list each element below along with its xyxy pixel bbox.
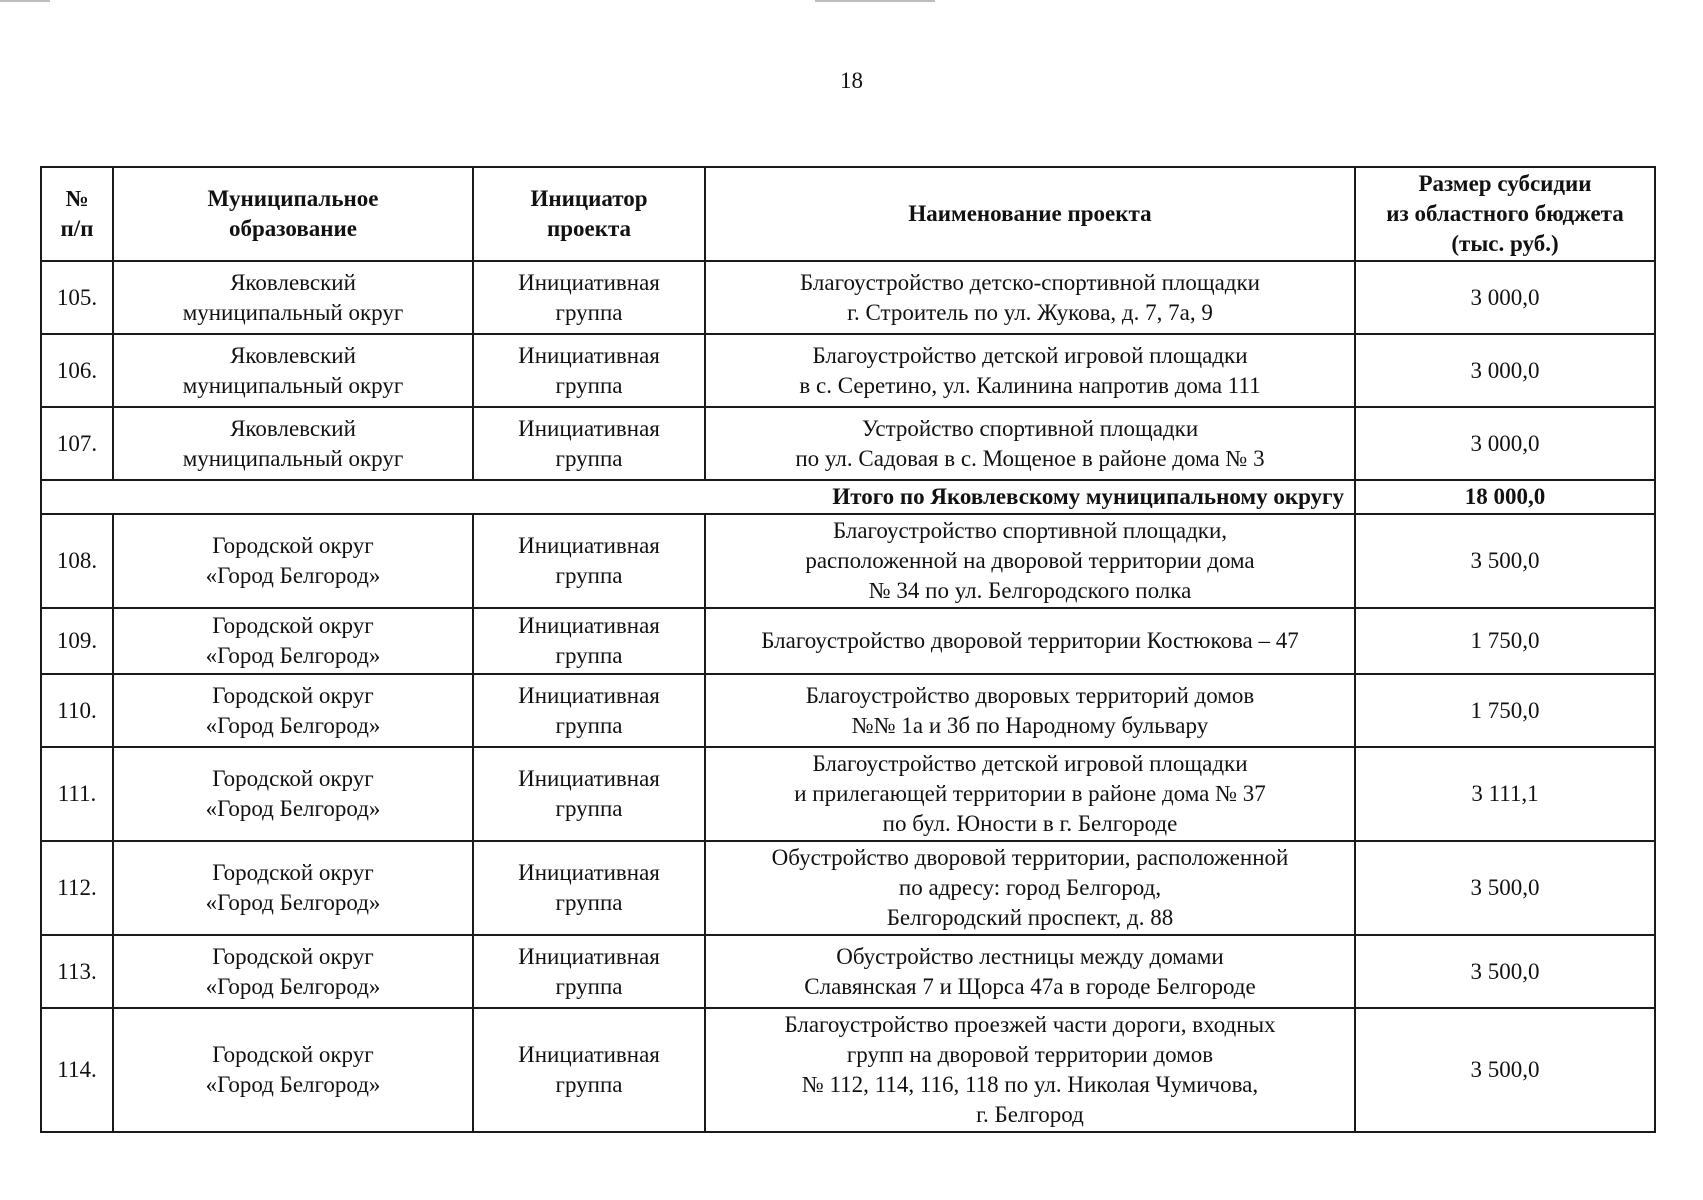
row-subsidy: 3 000,0 bbox=[1355, 334, 1655, 407]
table-row bbox=[41, 608, 1655, 674]
row-initiator: Инициативная группа bbox=[473, 407, 705, 480]
table-row bbox=[41, 514, 1655, 608]
row-initiator: Инициативная группа bbox=[473, 608, 705, 674]
row-number: 110. bbox=[41, 674, 113, 747]
row-initiator: Инициативная группа bbox=[473, 334, 705, 407]
table-header-row bbox=[41, 167, 1655, 261]
row-subsidy: 3 500,0 bbox=[1355, 935, 1655, 1008]
header-initiator: Инициатор проекта bbox=[473, 167, 705, 261]
scan-edge-line-center bbox=[815, 0, 935, 2]
row-project: Благоустройство дворовых территорий домов №№ 1а и 3б по Народному бульвару bbox=[705, 674, 1355, 747]
row-number: 111. bbox=[41, 747, 113, 841]
row-project: Благоустройство спортивной площадки, расположенной на дворовой территории дома № 34 по ул. Белгородского полка bbox=[705, 514, 1355, 608]
row-initiator: Инициативная группа bbox=[473, 674, 705, 747]
row-number: 108. bbox=[41, 514, 113, 608]
subsidy-table bbox=[40, 166, 1656, 1133]
row-initiator: Инициативная группа bbox=[473, 935, 705, 1008]
total-row bbox=[41, 480, 1655, 514]
row-number: 112. bbox=[41, 841, 113, 935]
row-number: 105. bbox=[41, 261, 113, 334]
row-subsidy: 1 750,0 bbox=[1355, 608, 1655, 674]
row-number: 106. bbox=[41, 334, 113, 407]
row-municipality: Яковлевский муниципальный округ bbox=[113, 407, 473, 480]
row-subsidy: 3 500,0 bbox=[1355, 514, 1655, 608]
header-number: № п/п bbox=[41, 167, 113, 261]
total-value: 18 000,0 bbox=[1355, 480, 1655, 514]
row-municipality: Яковлевский муниципальный округ bbox=[113, 334, 473, 407]
header-municipality: Муниципальное образование bbox=[113, 167, 473, 261]
row-project: Благоустройство проезжей части дороги, входных групп на дворовой территории домов № 112, 114, 116, 118 по ул. Николая Чумичова, г. Белгород bbox=[705, 1008, 1355, 1132]
row-project: Обустройство лестницы между домами Славянская 7 и Щорса 47а в городе Белгороде bbox=[705, 935, 1355, 1008]
table-row bbox=[41, 674, 1655, 747]
header-project-name: Наименование проекта bbox=[705, 167, 1355, 261]
row-number: 107. bbox=[41, 407, 113, 480]
row-initiator: Инициативная группа bbox=[473, 261, 705, 334]
row-project: Устройство спортивной площадки по ул. Садовая в с. Мощеное в районе дома № 3 bbox=[705, 407, 1355, 480]
table-row bbox=[41, 841, 1655, 935]
row-initiator: Инициативная группа bbox=[473, 747, 705, 841]
table-row bbox=[41, 1008, 1655, 1132]
row-number: 114. bbox=[41, 1008, 113, 1132]
row-project: Благоустройство детской игровой площадки и прилегающей территории в районе дома № 37 по бул. Юности в г. Белгороде bbox=[705, 747, 1355, 841]
row-number: 109. bbox=[41, 608, 113, 674]
row-subsidy: 3 500,0 bbox=[1355, 1008, 1655, 1132]
row-project: Благоустройство дворовой территории Костюкова – 47 bbox=[705, 608, 1355, 674]
table-row bbox=[41, 747, 1655, 841]
row-project: Обустройство дворовой территории, расположенной по адресу: город Белгород, Белгородский проспект, д. 88 bbox=[705, 841, 1355, 935]
row-municipality: Городской округ «Город Белгород» bbox=[113, 514, 473, 608]
row-subsidy: 3 000,0 bbox=[1355, 407, 1655, 480]
row-project: Благоустройство детско-спортивной площадки г. Строитель по ул. Жукова, д. 7, 7а, 9 bbox=[705, 261, 1355, 334]
row-subsidy: 3 000,0 bbox=[1355, 261, 1655, 334]
scan-edge-line-left bbox=[0, 0, 50, 2]
row-municipality: Городской округ «Город Белгород» bbox=[113, 841, 473, 935]
row-municipality: Городской округ «Город Белгород» bbox=[113, 747, 473, 841]
row-municipality: Городской округ «Город Белгород» bbox=[113, 1008, 473, 1132]
row-initiator: Инициативная группа bbox=[473, 514, 705, 608]
row-subsidy: 1 750,0 bbox=[1355, 674, 1655, 747]
total-label: Итого по Яковлевскому муниципальному округу bbox=[41, 480, 1355, 514]
row-number: 113. bbox=[41, 935, 113, 1008]
row-subsidy: 3 500,0 bbox=[1355, 841, 1655, 935]
table-row bbox=[41, 334, 1655, 407]
row-subsidy: 3 111,1 bbox=[1355, 747, 1655, 841]
row-municipality: Городской округ «Город Белгород» bbox=[113, 608, 473, 674]
header-subsidy: Размер субсидии из областного бюджета (тыс. руб.) bbox=[1355, 167, 1655, 261]
page-number: 18 bbox=[840, 68, 863, 93]
table-row bbox=[41, 407, 1655, 480]
row-municipality: Городской округ «Город Белгород» bbox=[113, 935, 473, 1008]
table-row bbox=[41, 261, 1655, 334]
table-row bbox=[41, 935, 1655, 1008]
row-initiator: Инициативная группа bbox=[473, 841, 705, 935]
row-project: Благоустройство детской игровой площадки в с. Серетино, ул. Калинина напротив дома 111 bbox=[705, 334, 1355, 407]
row-municipality: Городской округ «Город Белгород» bbox=[113, 674, 473, 747]
row-initiator: Инициативная группа bbox=[473, 1008, 705, 1132]
row-municipality: Яковлевский муниципальный округ bbox=[113, 261, 473, 334]
